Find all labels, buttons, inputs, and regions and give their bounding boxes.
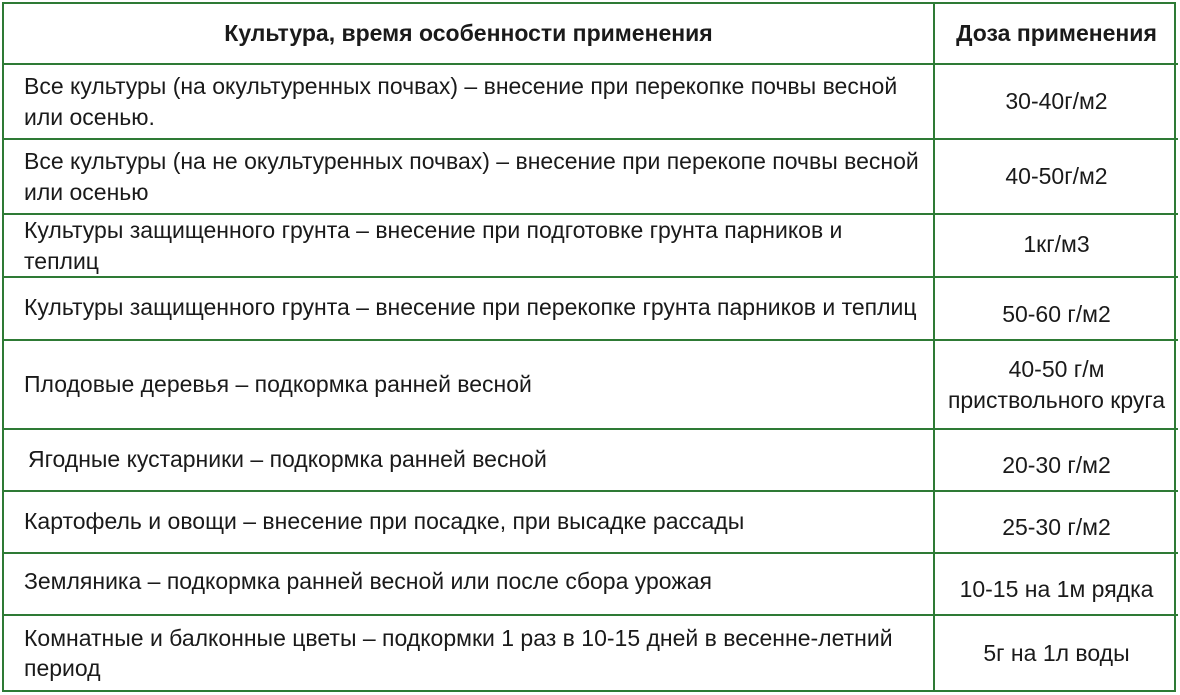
table-row xyxy=(4,340,1178,429)
culture-cell: Культуры защищенного грунта – внесение при перекопке грунта парников и теплиц xyxy=(4,277,934,340)
culture-cell: Комнатные и балконные цветы – подкормки 1 раз в 10-15 дней в весенне-летний период xyxy=(4,615,934,690)
table-row xyxy=(4,214,1178,277)
dose-cell: 20-30 г/м2 xyxy=(934,429,1178,491)
culture-cell: Все культуры (на не окультуренных почвах) – внесение при перекопе почвы весной или осенью xyxy=(4,139,934,214)
table-row xyxy=(4,491,1178,553)
table-row xyxy=(4,64,1178,139)
dose-cell: 1кг/м3 xyxy=(934,214,1178,277)
dose-cell: 50-60 г/м2 xyxy=(934,277,1178,340)
culture-cell: Картофель и овощи – внесение при посадке, при высадке рассады xyxy=(4,491,934,553)
table-row xyxy=(4,553,1178,615)
table-row xyxy=(4,615,1178,690)
column-header-culture: Культура, время особенности применения xyxy=(4,4,934,64)
table-header-row xyxy=(4,4,1178,64)
dose-cell: 40-50г/м2 xyxy=(934,139,1178,214)
culture-cell: Земляника – подкормка ранней весной или после сбора урожая xyxy=(4,553,934,615)
culture-cell: Плодовые деревья – подкормка ранней весной xyxy=(4,340,934,429)
column-header-dose: Доза применения xyxy=(934,4,1178,64)
table xyxy=(4,4,1178,690)
dose-cell: 30-40г/м2 xyxy=(934,64,1178,139)
dose-cell: 5г на 1л воды xyxy=(934,615,1178,690)
dose-cell: 25-30 г/м2 xyxy=(934,491,1178,553)
dosage-table xyxy=(2,2,1176,692)
dose-cell: 40-50 г/м приствольного круга xyxy=(934,340,1178,429)
culture-cell: Культуры защищенного грунта – внесение при подготовке грунта парников и теплиц xyxy=(4,214,934,277)
table-row xyxy=(4,429,1178,491)
table-row xyxy=(4,277,1178,340)
culture-cell: Ягодные кустарники – подкормка ранней весной xyxy=(4,429,934,491)
table-row xyxy=(4,139,1178,214)
culture-cell: Все культуры (на окультуренных почвах) – внесение при перекопке почвы весной или осенью. xyxy=(4,64,934,139)
dose-cell: 10-15 на 1м рядка xyxy=(934,553,1178,615)
